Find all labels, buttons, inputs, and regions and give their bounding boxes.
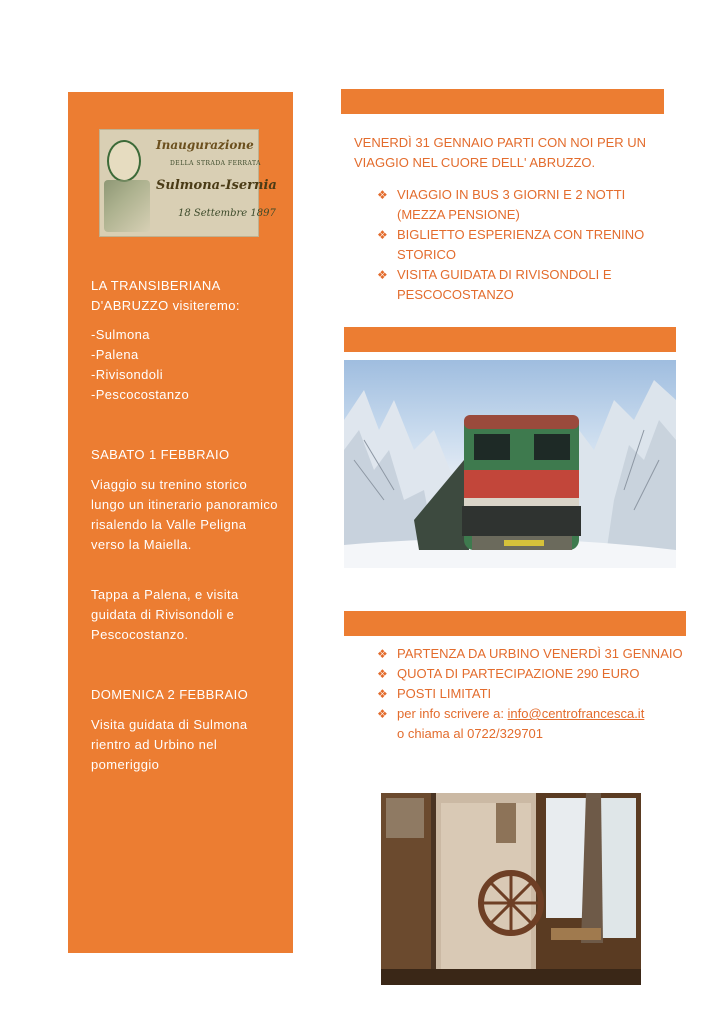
diamond-bullet-icon: ❖ bbox=[377, 268, 388, 282]
snowy-trees-illustration bbox=[104, 180, 150, 232]
intro-line-2: D'ABRUZZO visiteremo: bbox=[91, 298, 240, 313]
email-link[interactable]: info@centrofrancesca.it bbox=[507, 706, 645, 721]
list-item: ❖ PARTENZA DA URBINO VENERDÌ 31 GENNAIO bbox=[375, 644, 685, 664]
place-item: -Sulmona bbox=[91, 327, 150, 342]
day2-title: DOMENICA 2 FEBBRAIO bbox=[91, 687, 249, 702]
intro-text: VENERDÌ 31 GENNAIO PARTI CON NOI PER UN VIAGGIO NEL CUORE DELL' ABRUZZO. bbox=[354, 135, 647, 170]
info-prefix: per info scrivere a: bbox=[397, 706, 508, 721]
diamond-bullet-icon: ❖ bbox=[377, 228, 388, 242]
diamond-bullet-icon: ❖ bbox=[377, 707, 388, 721]
list-item: ❖ BIGLIETTO ESPERIENZA CON TRENINO STORICO bbox=[377, 227, 645, 262]
sidebar-panel bbox=[68, 92, 293, 953]
snowy-train-photo bbox=[344, 360, 676, 568]
interior-illustration bbox=[381, 793, 641, 985]
place-item: -Pescocostanzo bbox=[91, 387, 190, 402]
diamond-bullet-icon: ❖ bbox=[377, 188, 388, 202]
ticket-line-2: DELLA STRADA FERRATA bbox=[170, 160, 262, 167]
phone-text: o chiama al 0722/329701 bbox=[397, 726, 544, 741]
train-illustration bbox=[344, 360, 676, 568]
list-item: ❖ QUOTA DI PARTECIPAZIONE 290 EURO bbox=[375, 664, 685, 684]
list-item: ❖ POSTI LIMITATI bbox=[375, 684, 685, 704]
highlights-list bbox=[375, 185, 665, 305]
train-interior-photo bbox=[381, 793, 641, 985]
header-bar-1 bbox=[341, 89, 664, 114]
places-list bbox=[91, 325, 283, 405]
diamond-bullet-icon: ❖ bbox=[377, 687, 388, 701]
diamond-bullet-icon: ❖ bbox=[377, 647, 388, 661]
details-list bbox=[375, 644, 685, 744]
diamond-bullet-icon: ❖ bbox=[377, 667, 388, 681]
intro-block bbox=[91, 276, 283, 316]
day1-paragraph-1: Viaggio su trenino storico lungo un itinerario panoramico risalendo la Valle Peligna verso la Maiella. bbox=[91, 477, 278, 552]
day2-paragraph: Visita guidata di Sulmona rientro ad Urbino nel pomeriggio bbox=[91, 717, 248, 772]
place-item: -Palena bbox=[91, 347, 139, 362]
header-bar-2 bbox=[344, 327, 676, 352]
day1-paragraph-2: Tappa a Palena, e visita guidata di Rivisondoli e Pescocostanzo. bbox=[91, 587, 239, 642]
intro-line-1: LA TRANSIBERIANA bbox=[91, 278, 221, 293]
list-item bbox=[375, 704, 685, 744]
ticket-line-3: Sulmona-Isernia bbox=[156, 178, 277, 193]
day1-title: SABATO 1 FEBBRAIO bbox=[91, 447, 230, 462]
ticket-line-1: Inaugurazione bbox=[156, 138, 254, 152]
list-item: ❖ VIAGGIO IN BUS 3 GIORNI E 2 NOTTI (MEZZA PENSIONE) bbox=[377, 187, 626, 222]
place-item: -Rivisondoli bbox=[91, 367, 163, 382]
historic-ticket-image bbox=[99, 129, 277, 237]
medallion-emblem bbox=[107, 140, 141, 182]
header-bar-3 bbox=[344, 611, 686, 636]
list-item: ❖ VISITA GUIDATA DI RIVISONDOLI E PESCOCOSTANZO bbox=[377, 267, 612, 302]
ticket-line-4: 18 Settembre 1897 bbox=[178, 208, 276, 219]
